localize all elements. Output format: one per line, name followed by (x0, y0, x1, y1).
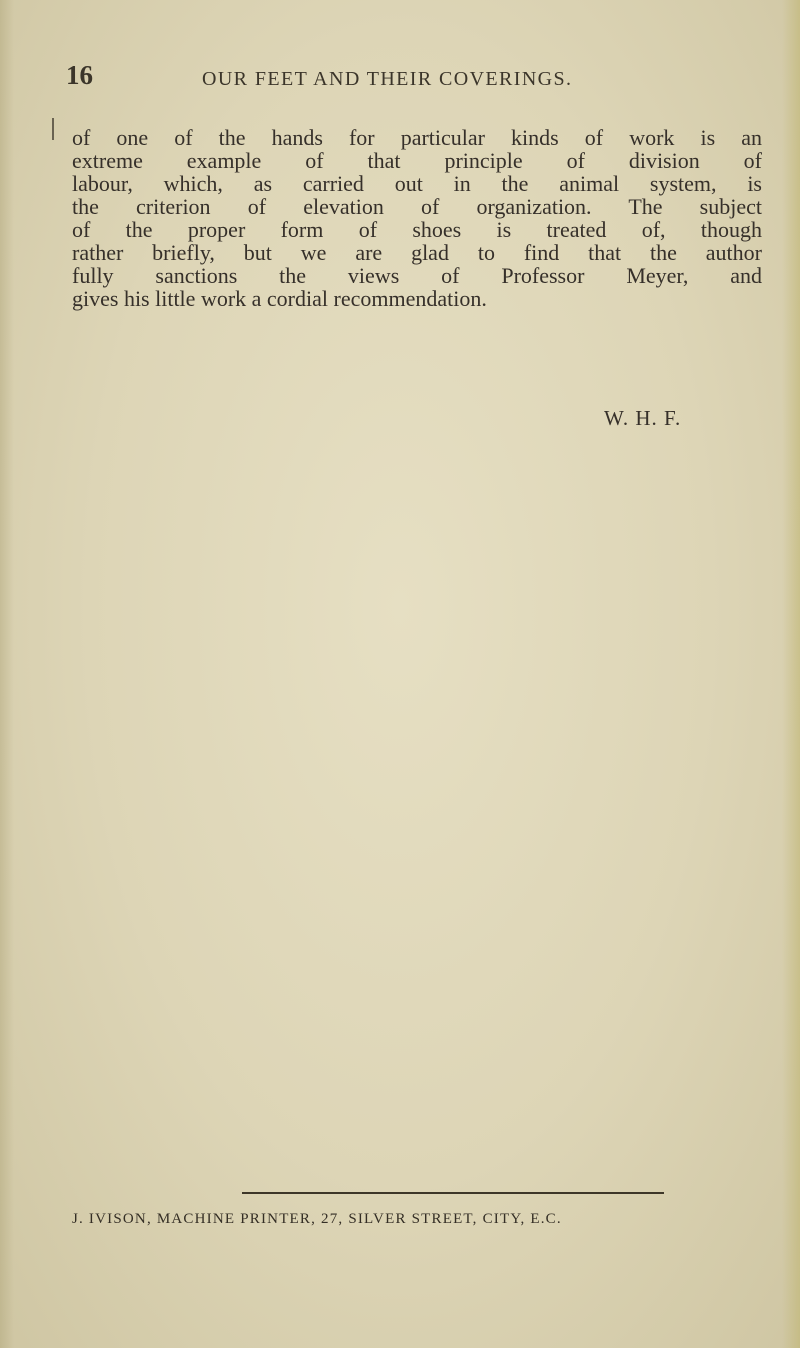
page-edge-shadow-right (782, 0, 800, 1348)
running-title: OUR FEET AND THEIR COVERINGS. (202, 68, 573, 90)
text-line: of one of the hands for particular kinds of work is an (72, 125, 762, 150)
footer-rule (242, 1192, 664, 1194)
margin-mark (52, 118, 54, 140)
text-line: extreme example of that principle of division of (72, 148, 762, 173)
page-header (66, 60, 756, 100)
text-line: gives his little work a cordial recommendation. (72, 286, 487, 311)
text-line: fully sanctions the views of Professor Meyer, and (72, 263, 762, 288)
page-edge-shadow-left (0, 0, 14, 1348)
text-line: the criterion of elevation of organization. The subject (72, 194, 762, 219)
printer-imprint: J. IVISON, MACHINE PRINTER, 27, SILVER STREET, CITY, E.C. (72, 1211, 562, 1227)
page-number: 16 (66, 60, 93, 90)
text-line: rather briefly, but we are glad to find that the author (72, 240, 762, 265)
text-line: of the proper form of shoes is treated of, though (72, 217, 762, 242)
text-line: labour, which, as carried out in the animal system, is (72, 171, 762, 196)
signature-initials: W. H. F. (604, 406, 682, 430)
body-paragraph (72, 126, 762, 310)
